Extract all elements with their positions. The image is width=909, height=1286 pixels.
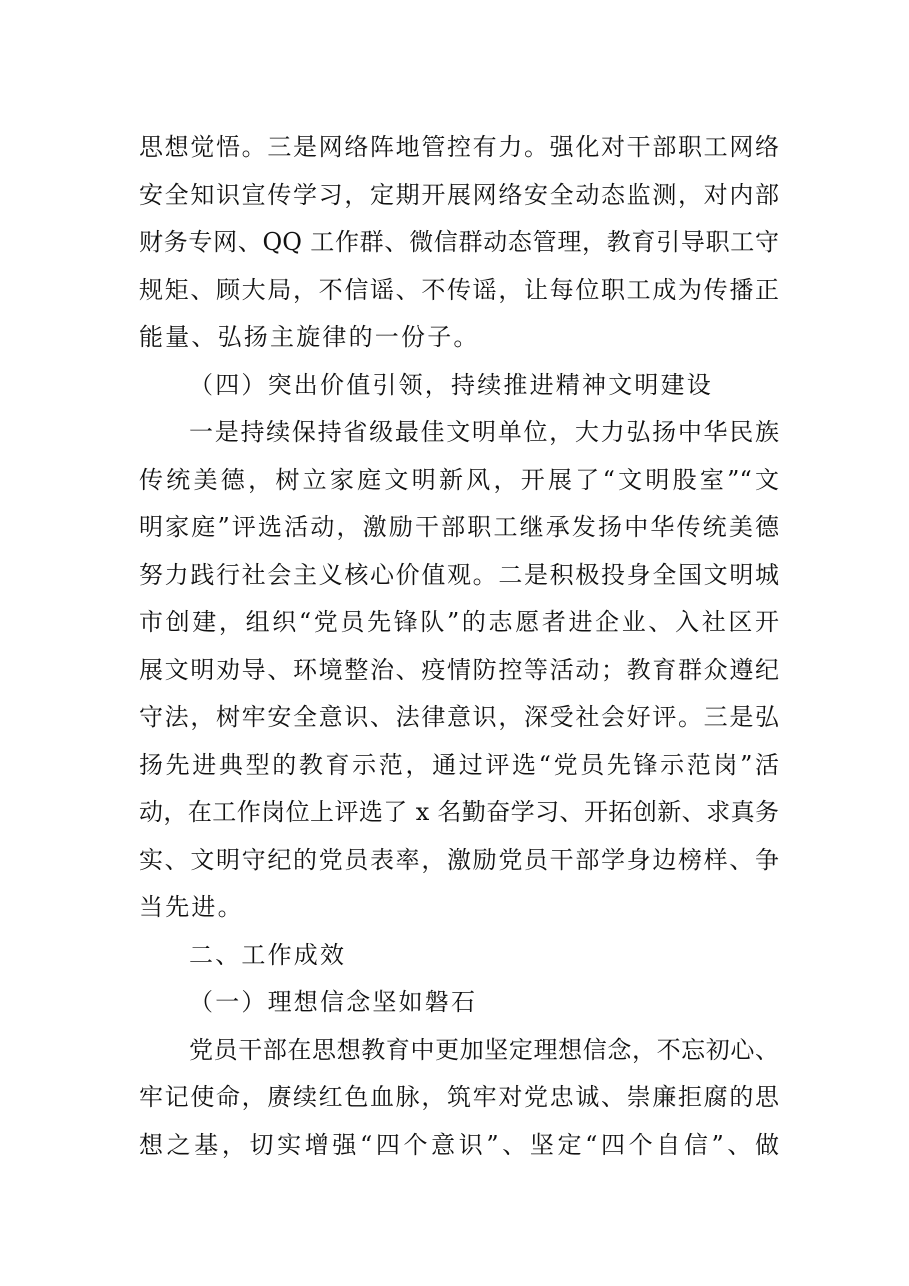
document-body (139, 124, 779, 1169)
paragraph-line: 传统美德，树立家庭文明新风，开展了“文明股室”“文 (139, 465, 779, 494)
paragraph-line: 当先进。 (139, 893, 244, 921)
paragraph-line: 展文明劝导、环境整治、疫情防控等活动；教育群众遵纪 (139, 655, 779, 684)
paragraph-line: 财务专网、QQ 工作群、微信群动态管理，教育引导职工守 (139, 228, 779, 256)
paragraph-line: 党员干部在思想教育中更加坚定理想信念，不忘初心、 (189, 1035, 779, 1064)
section-heading: 二、工作成效 (189, 940, 347, 969)
paragraph-line: 思想觉悟。三是网络阵地管控有力。强化对干部职工网络 (139, 133, 779, 161)
paragraph-line: 扬先进典型的教育示范，通过评选“党员先锋示范岗”活 (139, 750, 779, 779)
paragraph-line: 动，在工作岗位上评选了 x 名勤奋学习、开拓创新、求真务 (139, 798, 779, 826)
paragraph-line: 守法，树牢安全意识、法律意识，深受社会好评。三是弘 (139, 703, 779, 731)
paragraph-line: 一是持续保持省级最佳文明单位，大力弘扬中华民族 (189, 418, 779, 446)
paragraph-line: 明家庭”评选活动，激励干部职工继承发扬中华传统美德 (139, 513, 779, 541)
paragraph-line: 能量、弘扬主旋律的一份子。 (139, 323, 480, 351)
section-heading: （四）突出价值引领，持续推进精神文明建设 (189, 370, 713, 399)
paragraph-line: 市创建，组织“党员先锋队”的志愿者进企业、入社区开 (139, 608, 779, 636)
paragraph-line: 努力践行社会主义核心价值观。二是积极投身全国文明城 (139, 560, 779, 589)
paragraph-line: 实、文明守纪的党员表率，激励党员干部学身边榜样、争 (139, 845, 779, 874)
paragraph-line: 规矩、顾大局，不信谣、不传谣，让每位职工成为传播正 (139, 275, 779, 304)
paragraph-line: 安全知识宣传学习，定期开展网络安全动态监测，对内部 (139, 180, 779, 209)
subsection-heading: （一）理想信念坚如磐石 (189, 988, 478, 1016)
paragraph-line: 牢记使命，赓续红色血脉，筑牢对党忠诚、崇廉拒腐的思 (139, 1083, 779, 1111)
paragraph-line: 想之基，切实增强“四个意识”、坚定“四个自信”、做 (139, 1130, 779, 1159)
